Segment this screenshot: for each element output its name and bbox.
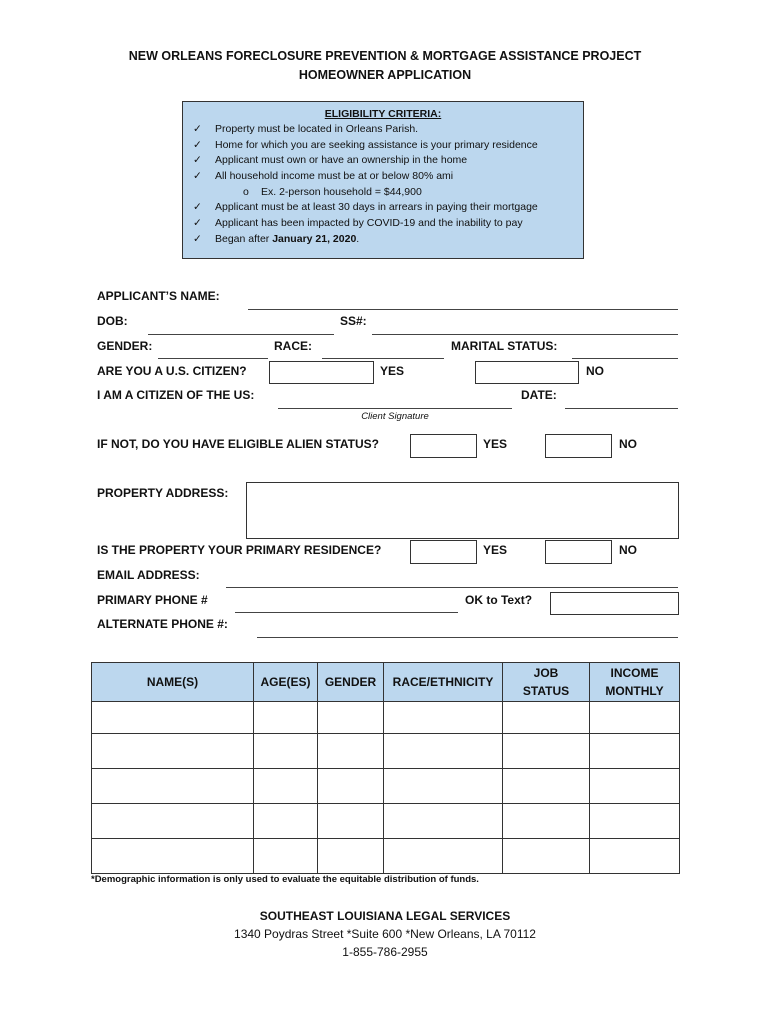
- table-cell[interactable]: [92, 734, 254, 769]
- table-cell[interactable]: [503, 734, 590, 769]
- alternate-phone-label: ALTERNATE PHONE #:: [97, 617, 228, 631]
- criteria-item: ✓ Property must be located in Orleans Parish.: [183, 122, 583, 138]
- property-address-field[interactable]: [246, 482, 679, 539]
- checkmark-icon: ✓: [193, 154, 202, 167]
- header-race-ethnicity: RACE/ETHNICITY: [384, 663, 503, 702]
- table-cell[interactable]: [92, 804, 254, 839]
- household-table: [91, 662, 680, 874]
- criteria-item: ✓ Applicant must be at least 30 days in arrears in paying their mortgage: [183, 200, 583, 216]
- table-cell[interactable]: [503, 702, 590, 734]
- table-cell[interactable]: [318, 769, 384, 804]
- residence-no-checkbox[interactable]: [545, 540, 612, 564]
- date-field[interactable]: [565, 408, 678, 409]
- table-cell[interactable]: [318, 734, 384, 769]
- table-cell[interactable]: [384, 702, 503, 734]
- table-cell[interactable]: [254, 702, 318, 734]
- table-cell[interactable]: [590, 734, 680, 769]
- criteria-item: ✓ Began after January 21, 2020.: [183, 232, 583, 248]
- header-names: NAME(S): [92, 663, 254, 702]
- criteria-subitem: o Ex. 2-person household = $44,900: [183, 185, 583, 201]
- criteria-item: ✓ Applicant has been impacted by COVID-19 and the inability to pay: [183, 216, 583, 232]
- table-cell[interactable]: [503, 804, 590, 839]
- alternate-phone-field[interactable]: [257, 637, 678, 638]
- checkmark-icon: ✓: [193, 138, 202, 151]
- criteria-item: ✓ All household income must be at or below 80% ami: [183, 169, 583, 185]
- checkmark-icon: ✓: [193, 217, 202, 230]
- header-income-monthly: INCOME MONTHLY: [590, 663, 680, 702]
- citizen-yes-label: YES: [380, 364, 405, 378]
- table-cell[interactable]: [318, 804, 384, 839]
- gender-field[interactable]: [158, 358, 268, 359]
- demographic-footnote: *Demographic information is only used to evaluate the equitable distribution of funds.: [91, 874, 479, 885]
- gender-label: GENDER:: [97, 339, 153, 353]
- checkmark-icon: ✓: [193, 201, 202, 214]
- property-address-label: PROPERTY ADDRESS:: [97, 486, 229, 500]
- applicant-name-label: APPLICANT’S NAME:: [97, 289, 220, 303]
- criteria-item: ✓ Home for which you are seeking assistance is your primary residence: [183, 138, 583, 154]
- table-cell[interactable]: [318, 702, 384, 734]
- checkmark-icon: ✓: [193, 123, 202, 135]
- table-cell[interactable]: [92, 702, 254, 734]
- table-cell[interactable]: [590, 804, 680, 839]
- alien-no-checkbox[interactable]: [545, 434, 612, 458]
- marital-status-label: MARITAL STATUS:: [451, 339, 558, 353]
- checkmark-icon: ✓: [193, 170, 202, 183]
- citizen-statement-label: I AM A CITIZEN OF THE US:: [97, 388, 255, 402]
- table-row: [92, 804, 680, 839]
- alien-yes-checkbox[interactable]: [410, 434, 477, 458]
- table-cell[interactable]: [254, 839, 318, 874]
- applicant-name-field[interactable]: [248, 309, 678, 310]
- table-cell[interactable]: [254, 804, 318, 839]
- table-cell[interactable]: [503, 769, 590, 804]
- table-cell[interactable]: [384, 839, 503, 874]
- race-label: RACE:: [274, 339, 312, 353]
- client-signature-field[interactable]: [278, 408, 512, 409]
- header-job-status: JOB STATUS: [503, 663, 590, 702]
- dob-field[interactable]: [148, 334, 334, 335]
- primary-phone-label: PRIMARY PHONE #: [97, 593, 208, 607]
- citizen-yes-checkbox[interactable]: [269, 361, 374, 384]
- dob-label: DOB:: [97, 314, 128, 328]
- ssn-label: SS#:: [340, 314, 367, 328]
- primary-phone-field[interactable]: [235, 612, 458, 613]
- eligibility-list: [183, 122, 583, 248]
- ok-to-text-field[interactable]: [550, 592, 679, 615]
- bullet-circle-icon: o: [243, 185, 249, 198]
- table-header-row: [92, 663, 680, 702]
- table-row: [92, 839, 680, 874]
- footer-address: 1340 Poydras Street *Suite 600 *New Orleans, LA 70112: [234, 927, 536, 941]
- criteria-item: ✓ Applicant must own or have an ownership in the home: [183, 153, 583, 169]
- ok-to-text-label: OK to Text?: [465, 593, 533, 607]
- citizen-question-label: ARE YOU A U.S. CITIZEN?: [97, 364, 247, 378]
- table-cell[interactable]: [503, 839, 590, 874]
- table-cell[interactable]: [92, 839, 254, 874]
- alien-no-label: NO: [619, 437, 637, 451]
- table-cell[interactable]: [254, 734, 318, 769]
- table-cell[interactable]: [384, 804, 503, 839]
- marital-status-field[interactable]: [572, 358, 678, 359]
- table-row: [92, 769, 680, 804]
- email-label: EMAIL ADDRESS:: [97, 568, 200, 582]
- residence-yes-label: YES: [483, 543, 508, 557]
- footer-phone: 1-855-786-2955: [342, 945, 428, 959]
- table-cell[interactable]: [318, 839, 384, 874]
- client-signature-caption: Client Signature: [361, 411, 429, 422]
- page-subtitle: HOMEOWNER APPLICATION: [298, 68, 472, 82]
- race-field[interactable]: [322, 358, 444, 359]
- table-cell[interactable]: [92, 769, 254, 804]
- table-cell[interactable]: [384, 734, 503, 769]
- table-cell[interactable]: [590, 769, 680, 804]
- page-title: NEW ORLEANS FORECLOSURE PREVENTION & MORTGAGE ASSISTANCE PROJECT: [128, 49, 642, 63]
- alien-yes-label: YES: [483, 437, 508, 451]
- residence-no-label: NO: [619, 543, 637, 557]
- ssn-field[interactable]: [372, 334, 678, 335]
- email-field[interactable]: [226, 587, 678, 588]
- table-row: [92, 734, 680, 769]
- citizen-no-checkbox[interactable]: [475, 361, 579, 384]
- table-row: [92, 702, 680, 734]
- table-cell[interactable]: [384, 769, 503, 804]
- eligibility-criteria-box: [182, 101, 584, 259]
- citizen-no-label: NO: [586, 364, 604, 378]
- header-ages: AGE(ES): [254, 663, 318, 702]
- primary-residence-question-label: IS THE PROPERTY YOUR PRIMARY RESIDENCE?: [97, 543, 382, 557]
- table-cell[interactable]: [590, 702, 680, 734]
- alien-status-question-label: IF NOT, DO YOU HAVE ELIGIBLE ALIEN STATUS?: [97, 437, 380, 451]
- eligibility-heading: ELIGIBILITY CRITERIA:: [324, 108, 442, 120]
- date-label: DATE:: [521, 388, 557, 402]
- table-cell[interactable]: [254, 769, 318, 804]
- header-gender: GENDER: [318, 663, 384, 702]
- table-cell[interactable]: [590, 839, 680, 874]
- footer-org: SOUTHEAST LOUISIANA LEGAL SERVICES: [259, 909, 511, 923]
- checkmark-icon: ✓: [193, 232, 202, 245]
- residence-yes-checkbox[interactable]: [410, 540, 477, 564]
